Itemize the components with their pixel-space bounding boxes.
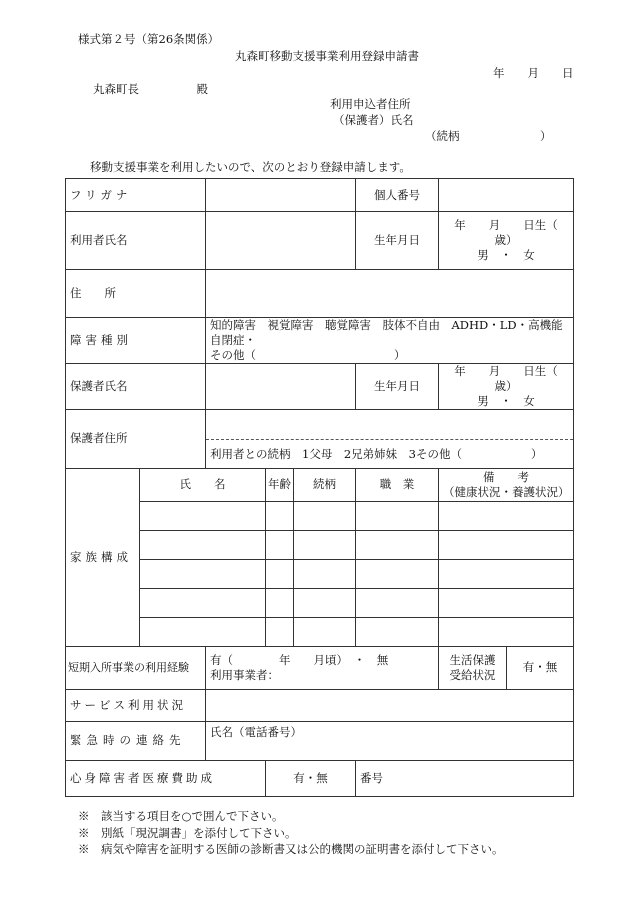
applicant-relation: （続柄 ）	[425, 129, 552, 143]
disability-other: その他（ ）	[210, 347, 406, 362]
birthdate-field[interactable]	[439, 212, 593, 270]
service-use-field[interactable]	[206, 689, 574, 721]
sex-choice: 男 ・ 女	[477, 247, 535, 262]
family-row	[66, 559, 574, 588]
guardian-relation: 利用者との続柄 1父母 2兄弟姉妹 3その他（ ）	[206, 439, 573, 468]
family-row	[66, 501, 574, 530]
welfare-status-value[interactable]: 有・無	[507, 646, 574, 689]
disability-type-label: 障害種別	[66, 318, 206, 364]
note-item: ※ 病気や障害を証明する医師の診断書又は公的機関の証明書を添付して下さい。	[78, 842, 504, 856]
application-date: 年 月 日	[493, 66, 574, 80]
document-title: 丸森町移動支援事業利用登録申請書	[235, 49, 419, 63]
family-row	[66, 617, 574, 646]
birthdate-label: 生年月日	[356, 212, 439, 270]
guardian-birthdate-field[interactable]	[439, 363, 593, 409]
note-item: ※ 該当する項目を○で囲んで下さい。	[78, 809, 284, 823]
addressee: 丸森町長 殿	[93, 82, 208, 96]
disability-options: 知的障害 視覚障害 聴覚障害 肢体不自由 ADHD・LD・高機能自閉症・	[210, 318, 563, 347]
family-row	[66, 588, 574, 617]
medical-aid-value[interactable]: 有・無	[266, 760, 356, 796]
guardian-address-field[interactable]	[206, 409, 574, 468]
welfare-status-label: 生活保護 受給状況	[439, 646, 507, 689]
service-use-label: サービス利用状況	[66, 689, 206, 721]
emergency-contact-field[interactable]	[206, 721, 574, 760]
short-stay-value: 有（ 年 月頃） ・ 無	[210, 652, 389, 667]
registration-form-table	[65, 178, 593, 797]
individual-number-field[interactable]	[439, 179, 574, 212]
guardian-address-label: 保護者住所	[66, 409, 206, 468]
family-col-age: 年齢	[266, 468, 294, 501]
emergency-contact-label: 緊急時の連絡先	[66, 721, 206, 760]
family-col-job: 職 業	[356, 468, 439, 501]
applicant-name-label: （保護者）氏名	[333, 113, 414, 127]
guardian-name-label: 保護者氏名	[66, 363, 206, 409]
short-stay-field[interactable]	[206, 646, 439, 689]
family-col-remarks: 備 考 （健康状況・養護状況）	[439, 468, 574, 501]
applicant-address-label: 利用申込者住所	[330, 97, 411, 111]
medical-aid-label: 心身障害者医療費助成	[66, 760, 266, 796]
guardian-name-field[interactable]	[206, 363, 356, 409]
emergency-contact-value: 氏名（電話番号）	[210, 724, 302, 739]
family-row	[66, 530, 574, 559]
disability-type-field[interactable]	[206, 318, 574, 364]
short-stay-label: 短期入所事業の利用経験	[66, 646, 206, 689]
birthdate-value: 年 月 日生（ 歳）	[454, 218, 593, 248]
form-number: 様式第２号（第26条関係）	[78, 32, 220, 46]
guardian-birthdate-value: 年 月 日生（ 歳）	[454, 363, 593, 393]
furigana-field[interactable]	[206, 179, 356, 212]
note-item: ※ 別紙「現況調書」を添付して下さい。	[78, 825, 297, 840]
address-label: 住 所	[66, 270, 206, 318]
guardian-sex-choice: 男 ・ 女	[477, 393, 535, 408]
medical-aid-number-field[interactable]	[356, 760, 574, 796]
guardian-birthdate-label: 生年月日	[356, 363, 439, 409]
user-name-label: 利用者氏名	[66, 212, 206, 270]
individual-number-label: 個人番号	[356, 179, 439, 212]
family-col-relation: 続柄	[294, 468, 356, 501]
furigana-label: フリガナ	[66, 179, 206, 212]
family-col-name: 氏 名	[140, 468, 266, 501]
medical-aid-number-label: 番号	[360, 770, 383, 785]
family-composition-label: 家族構成	[66, 468, 140, 646]
short-stay-provider: 利用事業者：	[210, 667, 279, 682]
address-field[interactable]	[206, 270, 574, 318]
user-name-field[interactable]	[206, 212, 356, 270]
intro-text: 移動支援事業を利用したいので、次のとおり登録申請します。	[90, 160, 411, 174]
notes	[78, 808, 504, 858]
